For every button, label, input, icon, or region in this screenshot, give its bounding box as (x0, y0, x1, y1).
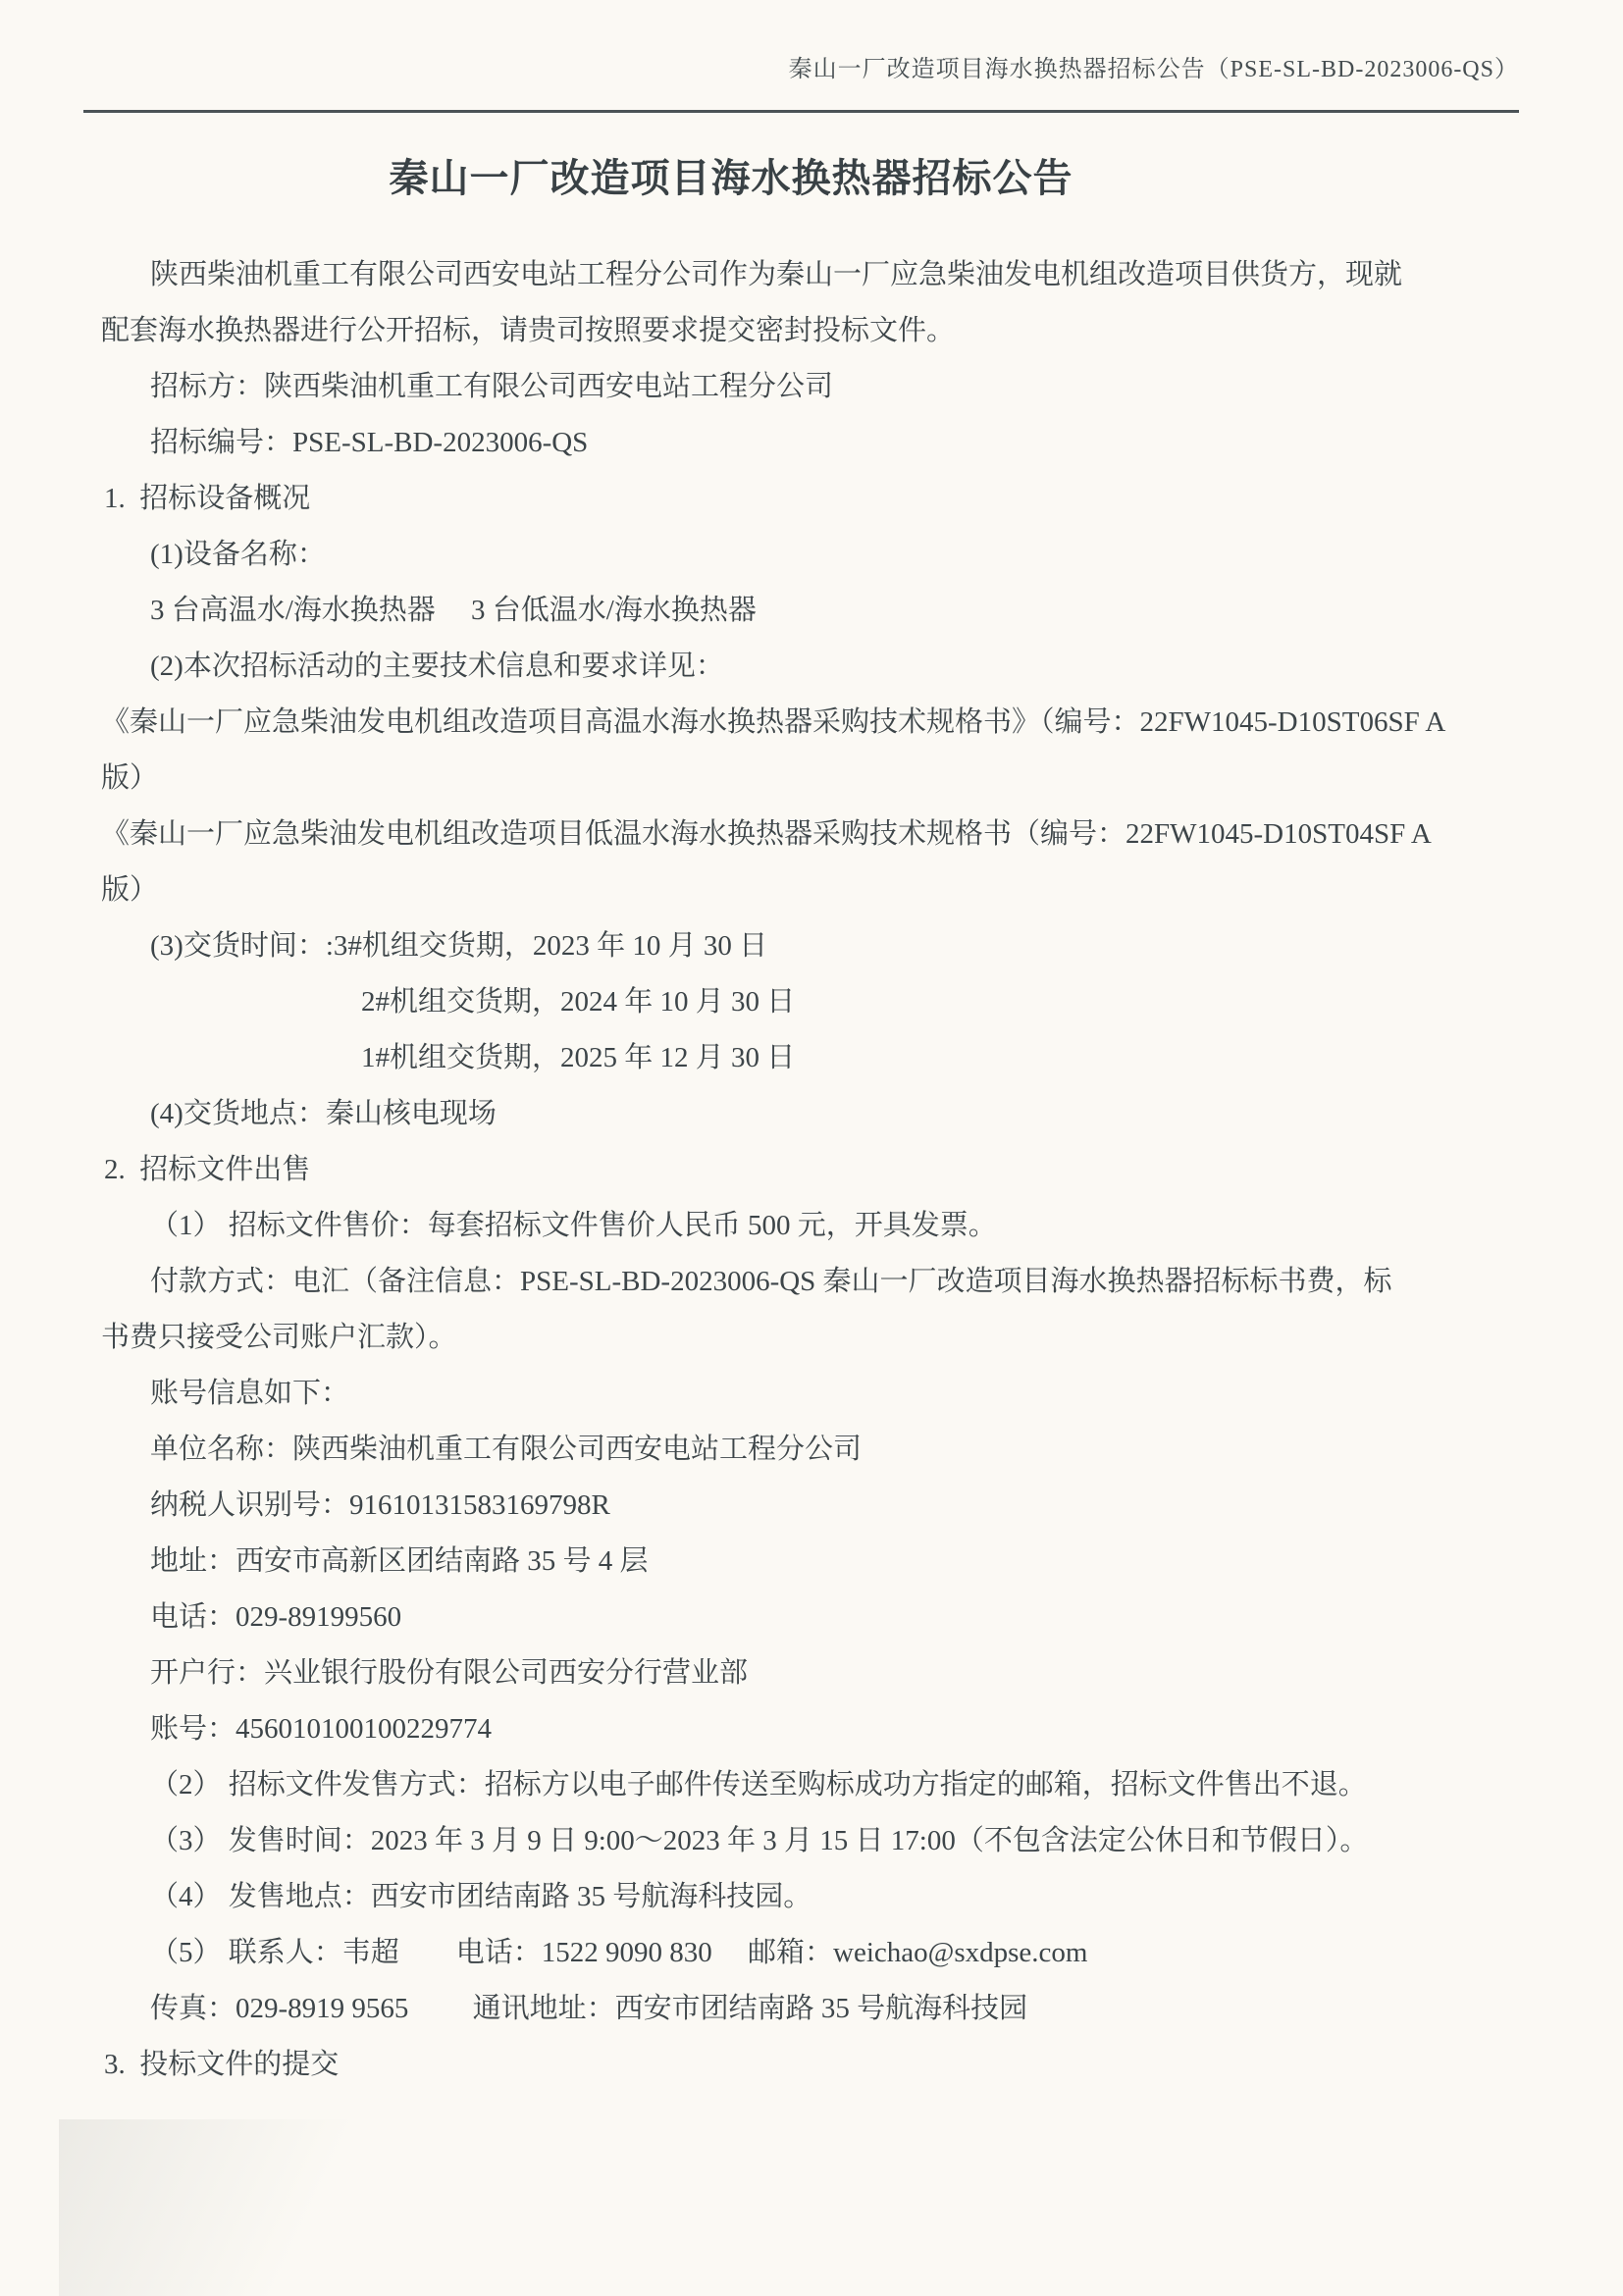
section-1-heading: 1. 招标设备概况 (104, 483, 311, 514)
equipment-name-label: (1)设备名称： (150, 539, 326, 570)
header-rule (83, 110, 1519, 113)
account-info-label: 账号信息如下： (150, 1378, 350, 1409)
account-number-line: 账号：456010100100229774 (150, 1713, 493, 1745)
section-3-heading: 3. 投标文件的提交 (104, 2049, 340, 2080)
company-name-line: 单位名称：陕西柴油机重工有限公司西安电站工程分公司 (150, 1434, 863, 1465)
fax-line: 传真：029-8919 9565 通讯地址：西安市团结南路 35 号航海科技园 (150, 1993, 1028, 2024)
page-title: 秦山一厂改造项目海水换热器招标公告 (389, 156, 1073, 200)
distribution-line: （2） 招标文件发售方式：招标方以电子邮件传送至购标成功方指定的邮箱，招标文件售出不退。 (150, 1769, 1367, 1800)
spec-book-lt-line: 《秦山一厂应急柴油发电机组改造项目低温水海水换热器采购技术规格书（编号：22FW1045-D10ST04SF A (101, 818, 1432, 850)
payment-line-1: 付款方式：电汇（备注信息：PSE-SL-BD-2023006-QS 秦山一厂改造项目海水换热器招标标书费，标 (150, 1266, 1392, 1297)
spec-book-lt-cont: 版） (101, 874, 159, 906)
delivery-time-unit2: 2#机组交货期，2024 年 10 月 30 日 (361, 986, 796, 1018)
tax-id-line: 纳税人识别号：91610131583169798R (150, 1489, 610, 1521)
sale-time-line: （3） 发售时间：2023 年 3 月 9 日 9:00～2023 年 3 月 15 日 17:00（不包含法定公休日和节假日）。 (150, 1825, 1369, 1856)
equipment-list: 3 台高温水/海水换热器 3 台低温水/海水换热器 (150, 595, 757, 626)
intro-line-2: 配套海水换热器进行公开招标，请贵司按照要求提交密封投标文件。 (101, 315, 956, 346)
sale-place-line: （4） 发售地点：西安市团结南路 35 号航海科技园。 (150, 1881, 812, 1912)
phone-line: 电话：029-89199560 (150, 1601, 402, 1633)
delivery-time-line: (3)交货时间：:3#机组交货期，2023 年 10 月 30 日 (150, 930, 768, 962)
payment-line-2: 书费只接受公司账户汇款）。 (101, 1322, 457, 1353)
tech-info-label: (2)本次招标活动的主要技术信息和要求详见： (150, 651, 724, 682)
document-body (101, 247, 1525, 2093)
section-2-heading: 2. 招标文件出售 (104, 1154, 311, 1185)
contact-line: （5） 联系人：韦超 电话：1522 9090 830 邮箱：weichao@sxdpse.com (150, 1937, 1088, 1968)
tenderer-line: 招标方：陕西柴油机重工有限公司西安电站工程分公司 (150, 371, 834, 402)
tender-number-line: 招标编号：PSE-SL-BD-2023006-QS (150, 427, 589, 458)
delivery-time-unit1: 1#机组交货期，2025 年 12 月 30 日 (361, 1042, 796, 1073)
address-line: 地址：西安市高新区团结南路 35 号 4 层 (150, 1545, 649, 1577)
scan-artifact (59, 2119, 471, 2296)
delivery-place-line: (4)交货地点：秦山核电现场 (150, 1098, 497, 1129)
spec-book-ht-line: 《秦山一厂应急柴油发电机组改造项目高温水海水换热器采购技术规格书》（编号：22FW1045-D10ST06SF A (101, 706, 1446, 738)
spec-book-ht-cont: 版） (101, 762, 159, 794)
running-header: 秦山一厂改造项目海水换热器招标公告（PSE-SL-BD-2023006-QS） (788, 57, 1519, 82)
intro-line-1: 陕西柴油机重工有限公司西安电站工程分公司作为秦山一厂应急柴油发电机组改造项目供货方，现就 (150, 259, 1403, 290)
doc-price-line: （1） 招标文件售价：每套招标文件售价人民币 500 元，开具发票。 (150, 1210, 997, 1241)
bank-line: 开户行：兴业银行股份有限公司西安分行营业部 (150, 1657, 749, 1689)
